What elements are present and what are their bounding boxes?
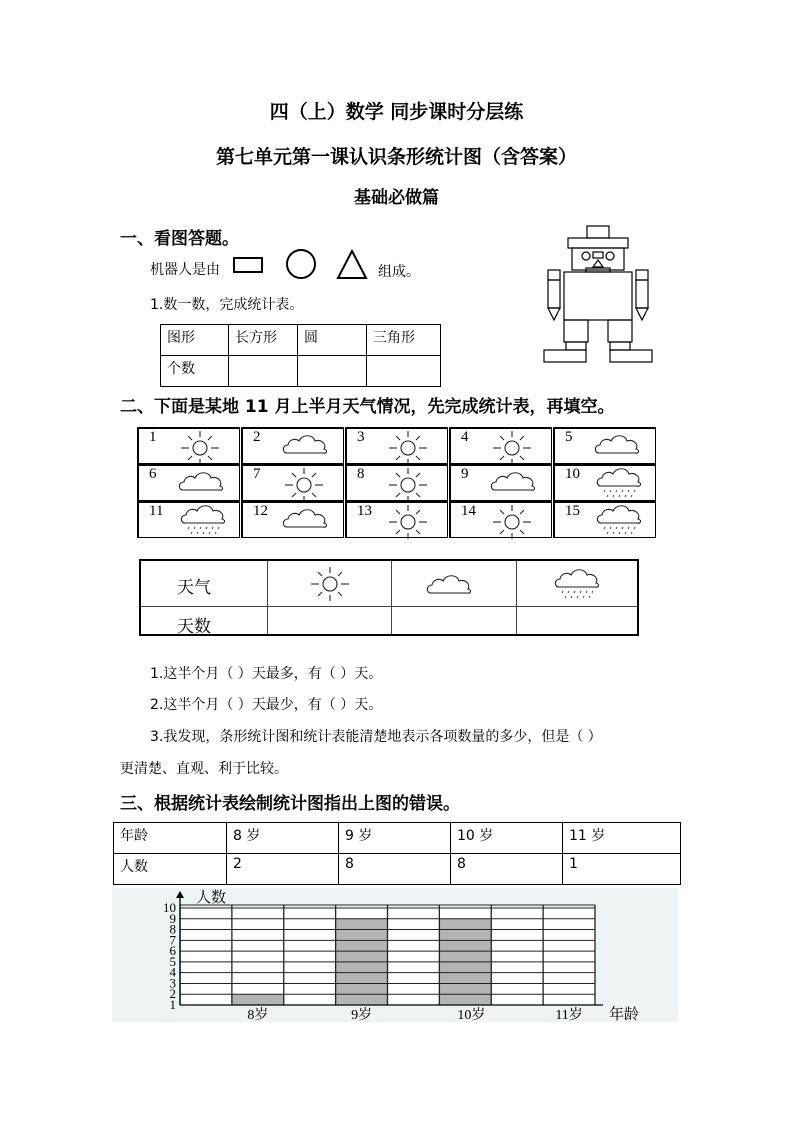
day-number: 7 — [253, 466, 261, 482]
weather-day-cell — [241, 427, 344, 464]
day-number: 8 — [357, 466, 365, 482]
weather-day-cell — [553, 501, 656, 538]
part2-question3: 3.我发现，条形统计图和统计表能清楚地表示各项数量的多少，但是（ ） — [150, 729, 602, 745]
table-cell: 8 — [451, 854, 563, 885]
day-number: 13 — [357, 503, 372, 519]
part2-question3-cont: 更清楚、直观、利于比较。 — [120, 761, 288, 777]
weather-day-cell — [345, 501, 448, 538]
page-subtitle: 第七单元第一课认识条形统计图（含答案） — [215, 146, 577, 168]
table-cell: 长方形 — [229, 325, 298, 356]
circle-icon — [287, 250, 315, 278]
part2-question1: 1.这半个月（ ）天最多，有（ ）天。 — [150, 666, 383, 682]
sun-icon — [489, 429, 545, 465]
shapes-icons — [228, 248, 378, 282]
bar — [232, 994, 284, 1005]
weather-day-cell — [137, 501, 240, 538]
weather-day-cell — [137, 427, 240, 464]
sun-icon — [281, 466, 337, 502]
cloud-icon — [281, 503, 337, 539]
table-cell: 11 岁 — [563, 823, 681, 854]
shape-count-table — [160, 324, 441, 387]
sunny-days-answer[interactable] — [269, 608, 389, 632]
triangle-icon — [338, 251, 366, 278]
table-cell: 8 — [339, 854, 451, 885]
weather-day-cell — [449, 464, 552, 501]
rectangle-icon — [234, 258, 262, 272]
part2-question2: 2.这半个月（ ）天最少，有（ ）天。 — [150, 697, 383, 713]
sun-icon — [489, 503, 545, 539]
days-row-label: 天数 — [177, 617, 211, 636]
cloud-icon — [489, 466, 545, 502]
day-number: 14 — [461, 503, 476, 519]
rain-icon — [593, 466, 649, 502]
weather-stat-table — [139, 559, 639, 636]
shapes-intro-prefix: 机器人是由 — [150, 262, 220, 278]
rainy-days-answer[interactable] — [518, 608, 636, 632]
weather-day-cell — [553, 427, 656, 464]
y-tick-label: 10 — [163, 900, 176, 915]
day-number: 9 — [461, 466, 469, 482]
sun-icon — [307, 565, 353, 603]
day-number: 3 — [357, 429, 365, 445]
table-cell: 图形 — [161, 325, 229, 356]
y-tick-label: 1 — [169, 997, 176, 1012]
y-tick-label: 4 — [169, 964, 176, 980]
x-tick-label: 11岁 — [555, 1008, 583, 1022]
x-tick-label: 8岁 — [247, 1008, 269, 1022]
day-number: 15 — [565, 503, 580, 519]
part3-heading: 三、根据统计表绘制统计图指出上图的错误。 — [120, 794, 460, 814]
cloud-icon — [425, 569, 475, 599]
table-cell: 1 — [563, 854, 681, 885]
y-tick-label: 9 — [169, 910, 176, 926]
y-tick-label: 6 — [169, 943, 176, 959]
day-number: 4 — [461, 429, 469, 445]
shapes-intro-suffix: 组成。 — [378, 264, 420, 280]
day-number: 6 — [149, 466, 157, 482]
y-axis-label: 人数 — [196, 890, 227, 906]
day-number: 5 — [565, 429, 573, 445]
part2-heading: 二、下面是某地 11 月上半月天气情况，先完成统计表，再填空。 — [120, 397, 615, 417]
age-bar-chart — [112, 888, 678, 1022]
cloud-icon — [281, 429, 337, 465]
answer-cell[interactable] — [367, 356, 441, 387]
weather-row-label: 天气 — [177, 578, 211, 597]
weather-day-cell — [449, 501, 552, 538]
weather-day-cell — [345, 464, 448, 501]
table-cell: 9 岁 — [339, 823, 451, 854]
x-tick-label: 10岁 — [457, 1008, 486, 1022]
table-cell: 圆 — [298, 325, 367, 356]
table-cell: 人数 — [114, 854, 227, 885]
y-tick-label: 7 — [169, 932, 176, 948]
rain-icon — [593, 503, 649, 539]
sun-icon — [385, 466, 441, 502]
y-tick-label: 5 — [169, 953, 176, 969]
weather-day-cell — [137, 464, 240, 501]
weather-day-cell — [241, 464, 344, 501]
rain-icon — [551, 567, 607, 603]
sun-icon — [385, 429, 441, 465]
part1-question1: 1.数一数，完成统计表。 — [150, 297, 304, 313]
robot-figure — [538, 224, 668, 366]
table-cell: 年龄 — [114, 823, 227, 854]
day-number: 11 — [149, 503, 164, 519]
y-tick-label: 8 — [169, 921, 176, 937]
section-label: 基础必做篇 — [354, 188, 439, 208]
x-tick-label: 9岁 — [351, 1008, 373, 1022]
weather-day-cell — [553, 464, 656, 501]
answer-cell[interactable] — [298, 356, 367, 387]
weather-day-cell — [449, 427, 552, 464]
weather-day-cell — [345, 427, 448, 464]
weather-day-cell — [241, 501, 344, 538]
rain-icon — [177, 503, 233, 539]
table-cell: 三角形 — [367, 325, 441, 356]
part1-heading: 一、看图答题。 — [120, 229, 239, 249]
cloud-icon — [177, 466, 233, 502]
cloudy-days-answer[interactable] — [393, 608, 513, 632]
y-tick-label: 3 — [169, 975, 176, 991]
day-number: 1 — [149, 429, 157, 445]
age-stat-table — [113, 822, 681, 885]
weather-calendar-grid — [137, 427, 655, 539]
table-cell: 2 — [227, 854, 339, 885]
day-number: 12 — [253, 503, 268, 519]
cloud-icon — [593, 429, 649, 465]
answer-cell[interactable] — [229, 356, 298, 387]
day-number: 2 — [253, 429, 261, 445]
sun-icon — [385, 503, 441, 539]
day-number: 10 — [565, 466, 580, 482]
y-tick-label: 2 — [169, 986, 176, 1002]
table-cell: 8 岁 — [227, 823, 339, 854]
page-title: 四（上）数学 同步课时分层练 — [269, 101, 524, 123]
table-cell: 个数 — [161, 356, 229, 387]
table-cell: 10 岁 — [451, 823, 563, 854]
x-axis-label: 年龄 — [609, 1007, 640, 1022]
sun-icon — [177, 429, 233, 465]
